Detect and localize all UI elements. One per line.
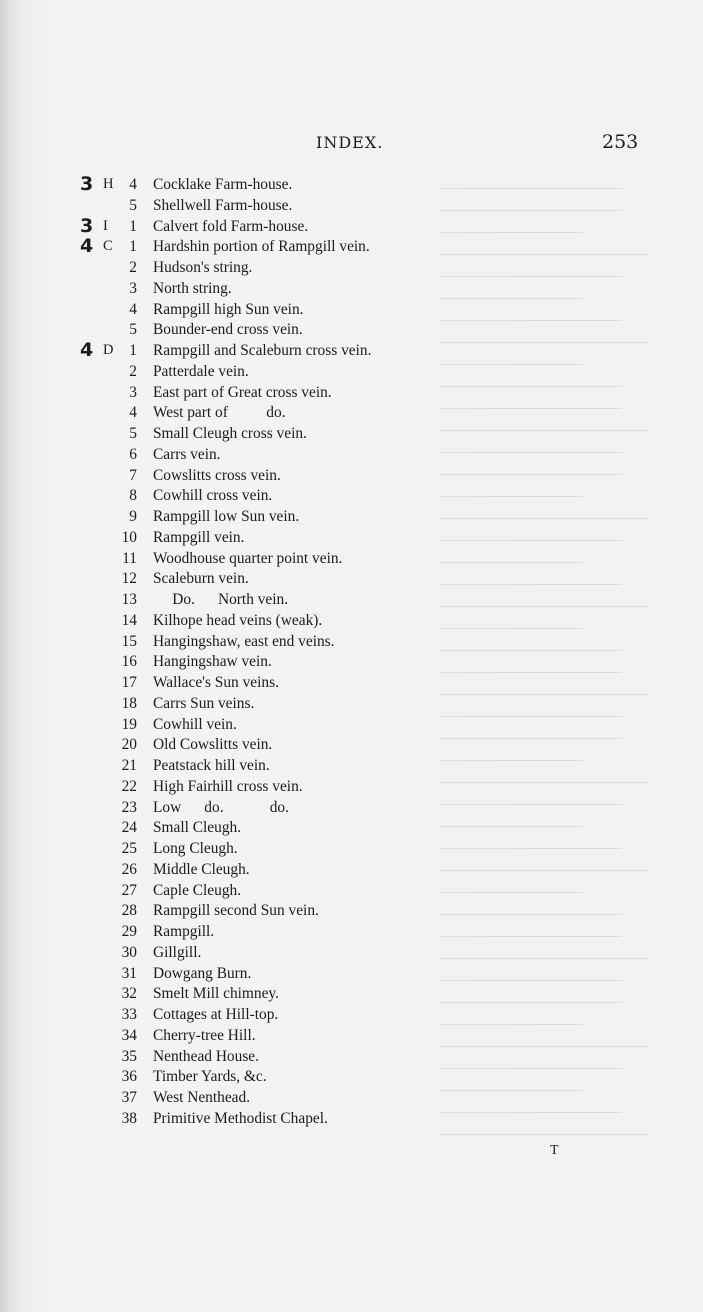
entry-number: 2	[129, 259, 137, 276]
entry-name: Rampgill low Sun vein.	[153, 508, 300, 525]
entry-number: 35	[121, 1047, 137, 1065]
entry-name: Small Cleugh.	[153, 819, 242, 837]
entry-name: Long Cleugh.	[153, 840, 238, 857]
sheet-number: 3	[80, 214, 94, 237]
index-entry	[0, 529, 703, 550]
entry-name: Shellwell Farm-house.	[153, 196, 293, 214]
entry-number: 33	[121, 1006, 137, 1023]
index-entry	[0, 1110, 703, 1131]
entry-name: Old Cowslitts vein.	[153, 736, 273, 754]
entry-name: Hangingshaw vein.	[153, 653, 272, 671]
entry-name: Primitive Methodist Chapel.	[153, 1109, 328, 1127]
entry-name: Calvert fold Farm-house.	[153, 217, 309, 235]
index-entry	[0, 384, 703, 405]
entry-number: 1	[129, 342, 137, 359]
entry-name: Patterdale vein.	[153, 362, 249, 380]
entry-number: 24	[121, 819, 137, 837]
entry-number: 2	[129, 362, 137, 380]
index-entry	[0, 736, 703, 757]
index-entry	[0, 716, 703, 737]
index-entry	[0, 612, 703, 633]
entry-name: Carrs Sun veins.	[153, 694, 255, 712]
entry-name: Middle Cleugh.	[153, 860, 250, 878]
index-entry	[0, 695, 703, 716]
index-entry	[0, 197, 703, 218]
entry-number: 28	[121, 902, 137, 920]
index-entry	[0, 363, 703, 384]
entry-number: 31	[121, 964, 137, 982]
index-entry	[0, 339, 703, 363]
index-entry	[0, 965, 703, 986]
entry-number: 3	[129, 383, 137, 401]
entry-number: 19	[121, 715, 137, 733]
entry-number: 18	[121, 694, 137, 712]
index-entry	[0, 1048, 703, 1069]
sheet-number: 4	[80, 235, 94, 258]
index-entry	[0, 467, 703, 488]
index-entry	[0, 944, 703, 965]
index-entry	[0, 633, 703, 654]
entry-name: Rampgill second Sun vein.	[153, 902, 319, 920]
entry-number: 26	[121, 860, 137, 878]
entry-number: 23	[121, 798, 137, 816]
entry-name: Hardshin portion of Rampgill vein.	[153, 238, 370, 256]
entry-number: 14	[121, 611, 137, 629]
index-entry	[0, 487, 703, 508]
index-entry	[0, 757, 703, 778]
index-entry	[0, 425, 703, 446]
index-entry	[0, 280, 703, 301]
index-entry	[0, 259, 703, 280]
quarter-letter: H	[103, 176, 114, 192]
entry-name: Caple Cleugh.	[153, 881, 242, 899]
entry-name: Dowgang Burn.	[153, 964, 252, 982]
entry-name: Cherry-tree Hill.	[153, 1026, 256, 1044]
entry-number: 5	[129, 196, 137, 214]
index-entry	[0, 1027, 703, 1048]
entry-name: Scaleburn vein.	[153, 570, 249, 588]
index-entry	[0, 653, 703, 674]
entry-number: 13	[121, 591, 137, 608]
index-entry	[0, 321, 703, 342]
index-entry	[0, 840, 703, 861]
entry-number: 25	[121, 840, 137, 857]
index-entry	[0, 446, 703, 467]
index-entry	[0, 674, 703, 695]
index-entry	[0, 570, 703, 591]
entry-number: 4	[129, 404, 137, 422]
entry-number: 5	[129, 321, 137, 339]
entry-number: 12	[121, 570, 137, 588]
entry-name: Rampgill high Sun vein.	[153, 300, 304, 318]
entry-number: 34	[121, 1026, 137, 1044]
entry-name: Carrs vein.	[153, 445, 221, 463]
entry-name: Smelt Mill chimney.	[153, 985, 279, 1003]
index-entry	[0, 902, 703, 923]
index-list	[0, 173, 703, 1131]
page-title: INDEX.	[316, 133, 384, 152]
entry-number: 21	[121, 757, 137, 774]
entry-number: 4	[129, 176, 137, 193]
entry-number: 22	[121, 777, 137, 795]
entry-name: West part of do.	[153, 404, 286, 422]
entry-name: Timber Yards, &c.	[153, 1068, 267, 1086]
entry-name: Cottages at Hill-top.	[153, 1006, 279, 1023]
entry-name: West Nenthead.	[153, 1089, 251, 1106]
sheet-number: 3	[80, 173, 94, 195]
entry-number: 11	[122, 549, 137, 567]
entry-number: 9	[129, 508, 137, 525]
entry-name: Rampgill.	[153, 923, 215, 940]
entry-name: Peatstack hill vein.	[153, 757, 270, 774]
entry-number: 5	[129, 425, 137, 442]
entry-number: 36	[121, 1068, 137, 1086]
index-entry	[0, 861, 703, 882]
index-entry	[0, 173, 703, 197]
entry-number: 27	[121, 881, 137, 899]
index-entry	[0, 591, 703, 612]
index-entry	[0, 819, 703, 840]
entry-name: Nenthead House.	[153, 1047, 259, 1065]
index-entry	[0, 214, 703, 239]
entry-name: Bounder-end cross vein.	[153, 321, 303, 339]
entry-number: 17	[121, 674, 137, 691]
entry-number: 38	[121, 1109, 137, 1127]
entry-name: Woodhouse quarter point vein.	[153, 549, 343, 567]
index-entry	[0, 882, 703, 903]
entry-name: Hudson's string.	[153, 259, 253, 276]
entry-name: Small Cleugh cross vein.	[153, 425, 307, 442]
entry-number: 10	[121, 528, 137, 546]
entry-name: High Fairhill cross vein.	[153, 777, 303, 795]
entry-name: Gillgill.	[153, 943, 202, 961]
index-entry	[0, 1068, 703, 1089]
entry-number: 4	[129, 300, 137, 318]
entry-name: Cowslitts cross vein.	[153, 466, 281, 484]
entry-number: 37	[121, 1089, 137, 1106]
entry-number: 1	[129, 238, 137, 256]
entry-name: Wallace's Sun veins.	[153, 674, 279, 691]
entry-name: Kilhope head veins (weak).	[153, 611, 323, 629]
entry-number: 6	[129, 445, 137, 463]
entry-name: Rampgill and Scaleburn cross vein.	[153, 342, 372, 359]
quarter-letter: I	[103, 217, 108, 234]
index-entry	[0, 778, 703, 799]
index-entry	[0, 1089, 703, 1110]
entry-number: 15	[121, 632, 137, 650]
entry-number: 32	[121, 985, 137, 1003]
entry-name: Rampgill vein.	[153, 528, 245, 546]
entry-name: Cowhill vein.	[153, 715, 237, 733]
index-entry	[0, 799, 703, 820]
entry-number: 20	[121, 736, 137, 754]
index-entry	[0, 301, 703, 322]
entry-name: East part of Great cross vein.	[153, 383, 332, 401]
quarter-letter: C	[103, 238, 113, 255]
index-entry	[0, 1006, 703, 1027]
entry-number: 7	[129, 466, 137, 484]
sheet-number: 4	[80, 339, 94, 361]
index-entry	[0, 923, 703, 944]
entry-name: Low do. do.	[153, 798, 289, 816]
quarter-letter: D	[103, 342, 114, 358]
entry-name: North string.	[153, 279, 232, 297]
entry-number: 30	[121, 943, 137, 961]
index-entry	[0, 985, 703, 1006]
entry-number: 3	[129, 279, 137, 297]
entry-number: 16	[121, 653, 137, 671]
index-entry	[0, 235, 703, 259]
entry-number: 1	[129, 217, 137, 235]
entry-number: 8	[129, 487, 137, 505]
index-entry	[0, 550, 703, 571]
entry-name: Hangingshaw, east end veins.	[153, 632, 335, 650]
entry-number: 29	[121, 923, 137, 940]
signature-mark: T	[550, 1143, 559, 1158]
page-number: 253	[602, 131, 639, 153]
entry-name: Do. North vein.	[153, 591, 289, 608]
index-entry	[0, 404, 703, 425]
entry-name: Cowhill cross vein.	[153, 487, 273, 505]
entry-name: Cocklake Farm-house.	[153, 176, 293, 193]
index-entry	[0, 508, 703, 529]
